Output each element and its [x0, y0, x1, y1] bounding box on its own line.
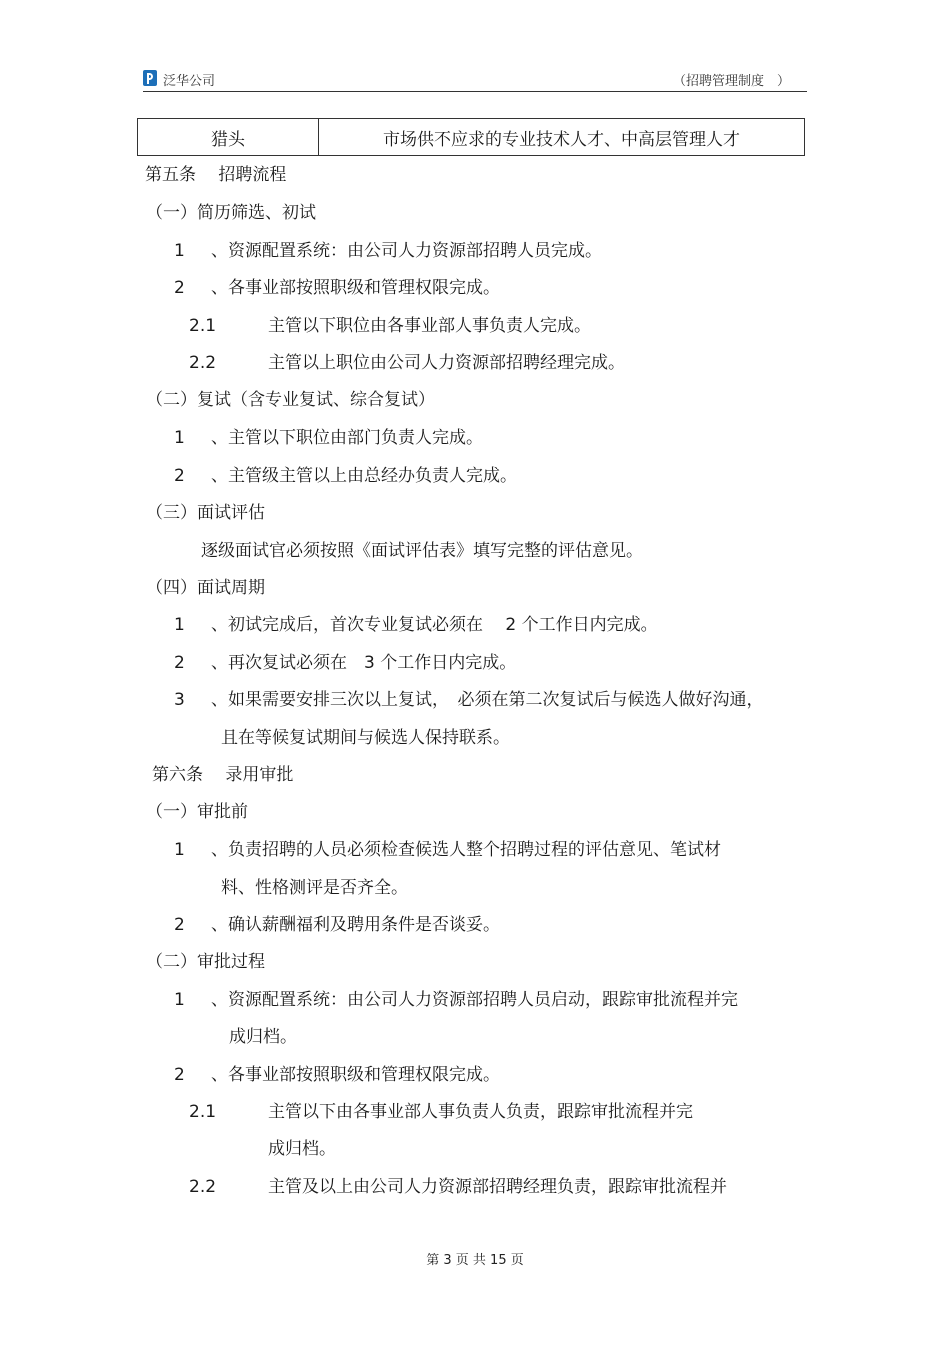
list-item: 主管以上职位由公司人力资源部招聘经理完成。: [268, 353, 625, 373]
list-item: 、资源配置系统：由公司人力资源部招聘人员启动，跟踪审批流程并完: [211, 990, 738, 1010]
item-number: 1: [174, 428, 185, 448]
item-number: 2: [174, 466, 185, 486]
header-doc-title: （招聘管理制度 ）: [672, 74, 790, 89]
item-number: 1: [174, 615, 185, 635]
list-item: 、主管级主管以上由总经办负责人完成。: [211, 466, 517, 486]
item-number: 3: [174, 690, 185, 710]
company-logo-icon: [143, 70, 157, 86]
header-divider: [143, 91, 807, 92]
list-item: 、主管以下职位由部门负责人完成。: [211, 428, 483, 448]
list-item-continuation: 成归档。: [268, 1139, 336, 1159]
list-item-continuation: 且在等候复试期间与候选人保持联系。: [221, 728, 510, 748]
item-number: 2: [174, 1065, 185, 1085]
list-item: 、负责招聘的人员必须检查候选人整个招聘过程的评估意见、笔试材: [211, 840, 721, 860]
list-item: 主管及以上由公司人力资源部招聘经理负责，跟踪审批流程并: [268, 1177, 727, 1197]
item-number: 2.1: [189, 1102, 217, 1122]
list-item: 主管以下职位由各事业部人事负责人完成。: [268, 316, 591, 336]
item-number: 2: [174, 278, 185, 298]
list-item: 主管以下由各事业部人事负责人负责，跟踪审批流程并完: [268, 1102, 693, 1122]
item-number: 2.2: [189, 1177, 217, 1197]
list-item: 、各事业部按照职级和管理权限完成。: [211, 1065, 500, 1085]
section-heading: （二）审批过程: [146, 952, 265, 972]
paragraph: 逐级面试官必须按照《面试评估表》填写完整的评估意见。: [201, 541, 643, 561]
item-number: 2.2: [189, 353, 217, 373]
table-cell-channel: 猎头: [138, 119, 319, 155]
list-item: 、各事业部按照职级和管理权限完成。: [211, 278, 500, 298]
item-number: 1: [174, 840, 185, 860]
list-item: 、初试完成后，首次专业复试必须在 2 个工作日内完成。: [211, 615, 658, 635]
list-item-continuation: 料、性格测评是否齐全。: [221, 878, 408, 898]
list-item: 、资源配置系统：由公司人力资源部招聘人员完成。: [211, 241, 602, 261]
section-heading: （三）面试评估: [146, 503, 265, 523]
list-item: 、如果需要安排三次以上复试， 必须在第二次复试后与候选人做好沟通，: [211, 690, 764, 710]
table-cell-description: 市场供不应求的专业技术人才、中高层管理人才: [383, 129, 740, 150]
section-heading: （二）复试（含专业复试、综合复试）: [146, 390, 435, 410]
item-number: 2.1: [189, 316, 217, 336]
section-heading: （一）审批前: [146, 802, 248, 822]
recruit-channel-table: [137, 118, 805, 156]
page-number: 第 3 页 共 15 页: [426, 1253, 524, 1268]
list-item: 、确认薪酬福利及聘用条件是否谈妥。: [211, 915, 500, 935]
article-5-heading: 第五条 招聘流程: [145, 165, 287, 185]
list-item: 、再次复试必须在 3 个工作日内完成。: [211, 653, 517, 673]
list-item-continuation: 成归档。: [229, 1027, 297, 1047]
section-heading: （四）面试周期: [146, 578, 265, 598]
article-6-heading: 第六条 录用审批: [152, 765, 294, 785]
item-number: 2: [174, 915, 185, 935]
item-number: 2: [174, 653, 185, 673]
item-number: 1: [174, 241, 185, 261]
section-heading: （一）简历筛选、初试: [146, 203, 316, 223]
header-company: 泛华公司: [163, 74, 216, 89]
item-number: 1: [174, 990, 185, 1010]
